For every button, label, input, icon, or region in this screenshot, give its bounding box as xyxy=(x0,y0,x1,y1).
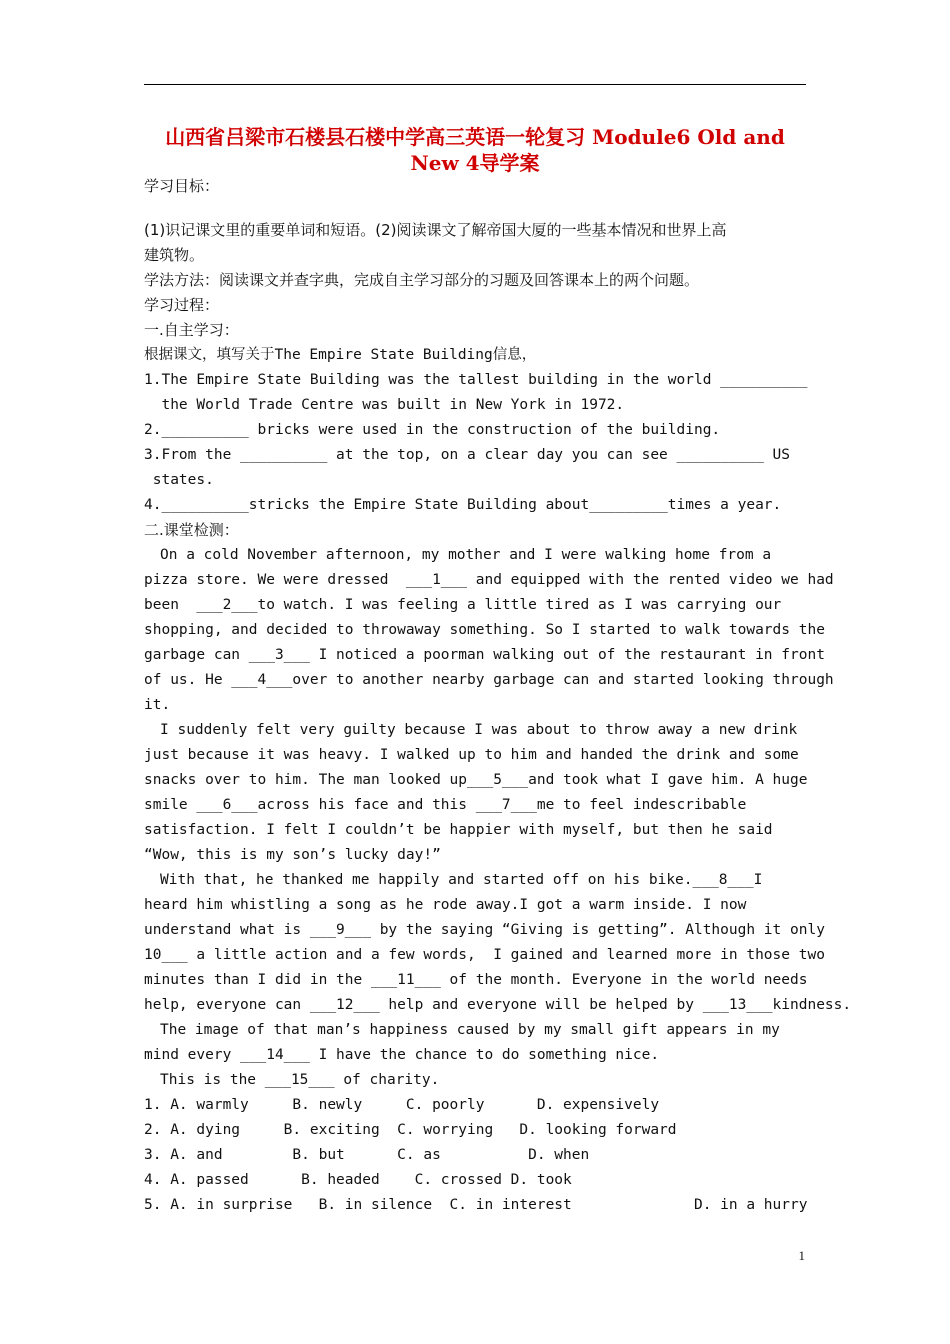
page-number: 1 xyxy=(798,1248,805,1263)
section-2-heading: 二.课堂检测： xyxy=(144,521,239,539)
passage-line: The image of that man’s happiness caused by my small gift appears in my xyxy=(160,1022,780,1038)
passage-line: 10___ a little action and a few words, I gained and learned more in those two xyxy=(144,947,825,963)
passage-line: shopping, and decided to throwaway something. So I started to walk towards the xyxy=(144,622,825,638)
process-heading: 学习过程： xyxy=(144,296,220,314)
document-title xyxy=(144,124,806,176)
methods-text: 学法方法：阅读课文并查字典，完成自主学习部分的习题及回答课本上的两个问题。 xyxy=(144,271,700,289)
passage-line: pizza store. We were dressed ___1___ and equipped with the rented video we had xyxy=(144,572,834,588)
objectives-heading: 学习目标： xyxy=(144,177,220,195)
passage-line: snacks over to him. The man looked up___5___and took what I gave him. A huge xyxy=(144,772,808,788)
passage-line: help, everyone can ___12___ help and everyone will be helped by ___13___kindness. xyxy=(144,997,852,1013)
passage-line: just because it was heavy. I walked up to him and handed the drink and some xyxy=(144,747,799,763)
question-1-line-1: 1.The Empire State Building was the tallest building in the world __________ xyxy=(144,372,808,388)
option-row-3: 3. A. and B. but C. as D. when xyxy=(144,1147,590,1163)
option-row-1: 1. A. warmly B. newly C. poorly D. expensively xyxy=(144,1097,660,1113)
question-1-line-2: the World Trade Centre was built in New York in 1972. xyxy=(144,397,625,413)
passage-line: satisfaction. I felt I couldn’t be happier with myself, but then he said xyxy=(144,822,773,838)
passage-line: This is the ___15___ of charity. xyxy=(160,1072,440,1088)
section-1-heading: 一.自主学习： xyxy=(144,321,239,339)
objectives-text-2: 建筑物。 xyxy=(144,246,205,264)
objectives-text-1: (1)识记课文里的重要单词和短语。(2)阅读课文了解帝国大厦的一些基本情况和世界上高 xyxy=(144,221,727,239)
passage-line: mind every ___14___ I have the chance to do something nice. xyxy=(144,1047,660,1063)
title-line-2: New 4导学案 xyxy=(410,151,540,175)
option-row-4: 4. A. passed B. headed C. crossed D. took xyxy=(144,1172,572,1188)
passage-line: I suddenly felt very guilty because I was about to throw away a new drink xyxy=(160,722,798,738)
passage-line: With that, he thanked me happily and started off on his bike.___8___I xyxy=(160,872,763,888)
title-line-1: 山西省吕梁市石楼县石楼中学高三英语一轮复习 Module6 Old and xyxy=(165,125,785,149)
question-4: 4.__________stricks the Empire State Building about_________times a year. xyxy=(144,497,782,513)
section-1-instruction: 根据课文，填写关于The Empire State Building信息， xyxy=(144,347,537,363)
passage-line: “Wow, this is my son’s lucky day!” xyxy=(144,847,441,863)
question-3-line-2: states. xyxy=(144,472,214,488)
passage-line: minutes than I did in the ___11___ of the month. Everyone in the world needs xyxy=(144,972,808,988)
question-3-line-1: 3.From the __________ at the top, on a clear day you can see __________ US xyxy=(144,447,791,463)
passage-line: it. xyxy=(144,697,171,713)
passage-line: garbage can ___3___ I noticed a poorman walking out of the restaurant in front xyxy=(144,647,825,663)
passage-line: of us. He ___4___over to another nearby garbage can and started looking through xyxy=(144,672,834,688)
passage-line: heard him whistling a song as he rode away.I got a warm inside. I now xyxy=(144,897,747,913)
header-rule xyxy=(144,84,806,85)
passage-line: smile ___6___across his face and this ___7___me to feel indescribable xyxy=(144,797,747,813)
passage-line: understand what is ___9___ by the saying “Giving is getting”. Although it only xyxy=(144,922,825,938)
question-2: 2.__________ bricks were used in the construction of the building. xyxy=(144,422,721,438)
option-row-2: 2. A. dying B. exciting C. worrying D. looking forward xyxy=(144,1122,677,1138)
passage-line: On a cold November afternoon, my mother and I were walking home from a xyxy=(160,547,772,563)
option-row-5: 5. A. in surprise B. in silence C. in interest D. in a hurry xyxy=(144,1197,808,1213)
passage-line: been ___2___to watch. I was feeling a little tired as I was carrying our xyxy=(144,597,782,613)
